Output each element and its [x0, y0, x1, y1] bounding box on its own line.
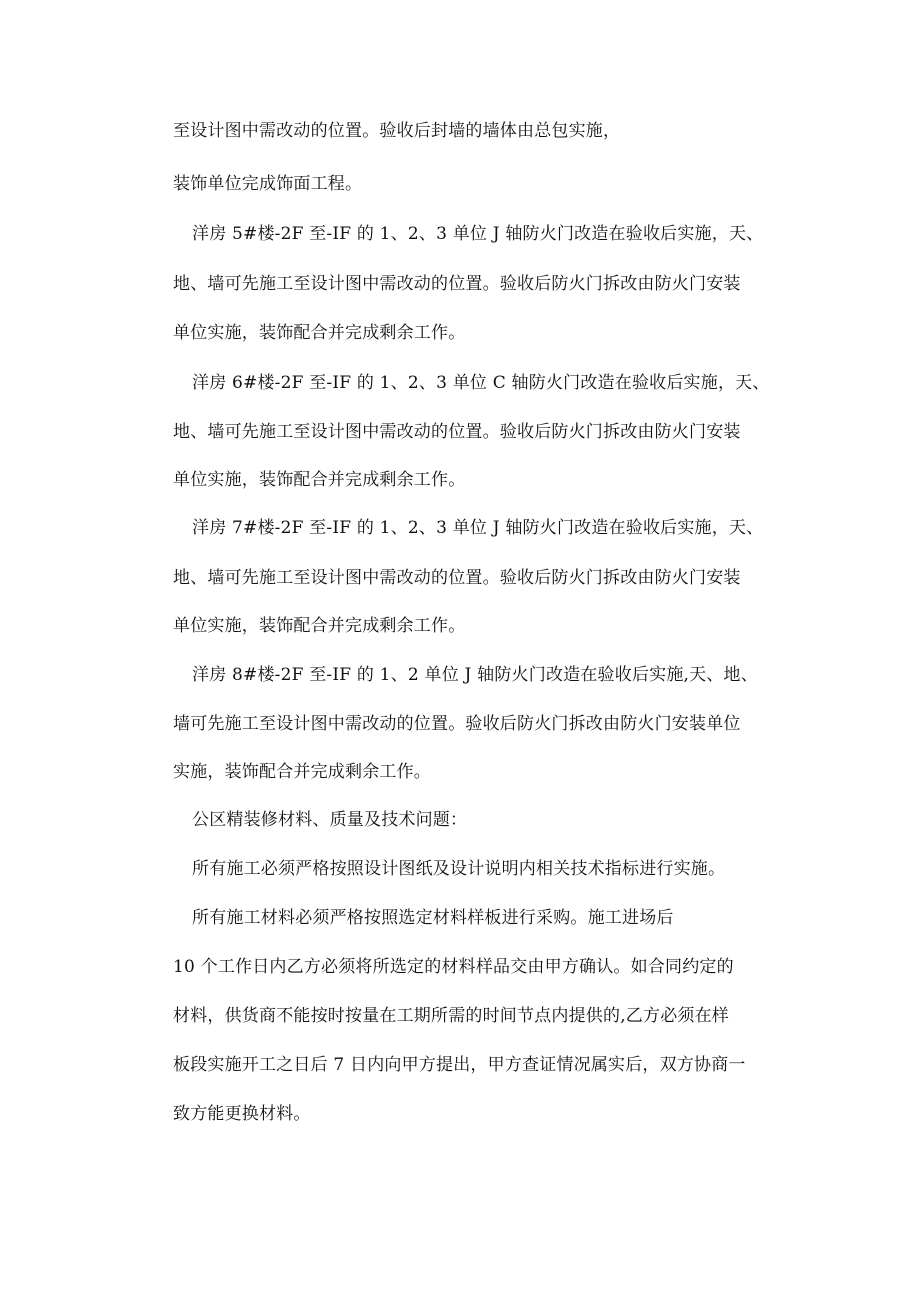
text-line: 单位实施，装饰配合并完成剩余工作。 — [173, 616, 466, 636]
text-line: 所有施工必须严格按照设计图纸及设计说明内相关技术指标进行实施。 — [192, 859, 726, 879]
text-line: 洋房 5#楼-2F 至-IF 的 1、2、3 单位 J 轴防火门改造在验收后实施，天、 — [192, 224, 764, 244]
text-line: 单位实施，装饰配合并完成剩余工作。 — [173, 470, 466, 490]
text-line: 板段实施开工之日后 7 日内向甲方提出，甲方查证情况属实后，双方协商一 — [173, 1055, 746, 1075]
text-line: 洋房 8#楼-2F 至-IF 的 1、2 单位 J 轴防火门改造在验收后实施,天、地、 — [192, 665, 758, 685]
text-line: 洋房 6#楼-2F 至-IF 的 1、2、3 单位 C 轴防火门改造在验收后实施，天、 — [192, 373, 770, 393]
text-line: 实施，装饰配合并完成剩余工作。 — [173, 762, 431, 782]
text-line: 地、墙可先施工至设计图中需改动的位置。验收后防火门拆改由防火门安装 — [173, 422, 741, 442]
text-line: 单位实施，装饰配合并完成剩余工作。 — [173, 323, 466, 343]
text-line: 地、墙可先施工至设计图中需改动的位置。验收后防火门拆改由防火门安装 — [173, 274, 741, 294]
text-line: 所有施工材料必须严格按照选定材料样板进行采购。施工进场后 — [192, 908, 674, 928]
text-line: 至设计图中需改动的位置。验收后封墙的墙体由总包实施， — [173, 121, 621, 141]
text-line: 装饰单位完成饰面工程。 — [173, 174, 363, 194]
text-line: 墙可先施工至设计图中需改动的位置。验收后防火门拆改由防火门安装单位 — [173, 714, 741, 734]
text-line: 材料，供货商不能按时按量在工期所需的时间节点内提供的,乙方必须在样 — [173, 1006, 730, 1026]
text-line: 10 个工作日内乙方必须将所选定的材料样品交由甲方确认。如合同约定的 — [173, 957, 734, 977]
text-line: 洋房 7#楼-2F 至-IF 的 1、2、3 单位 J 轴防火门改造在验收后实施，天、 — [192, 518, 764, 538]
text-line: 致方能更换材料。 — [173, 1104, 311, 1124]
section-heading: 公区精装修材料、质量及技术问题： — [192, 810, 468, 830]
text-line: 地、墙可先施工至设计图中需改动的位置。验收后防火门拆改由防火门安装 — [173, 568, 741, 588]
